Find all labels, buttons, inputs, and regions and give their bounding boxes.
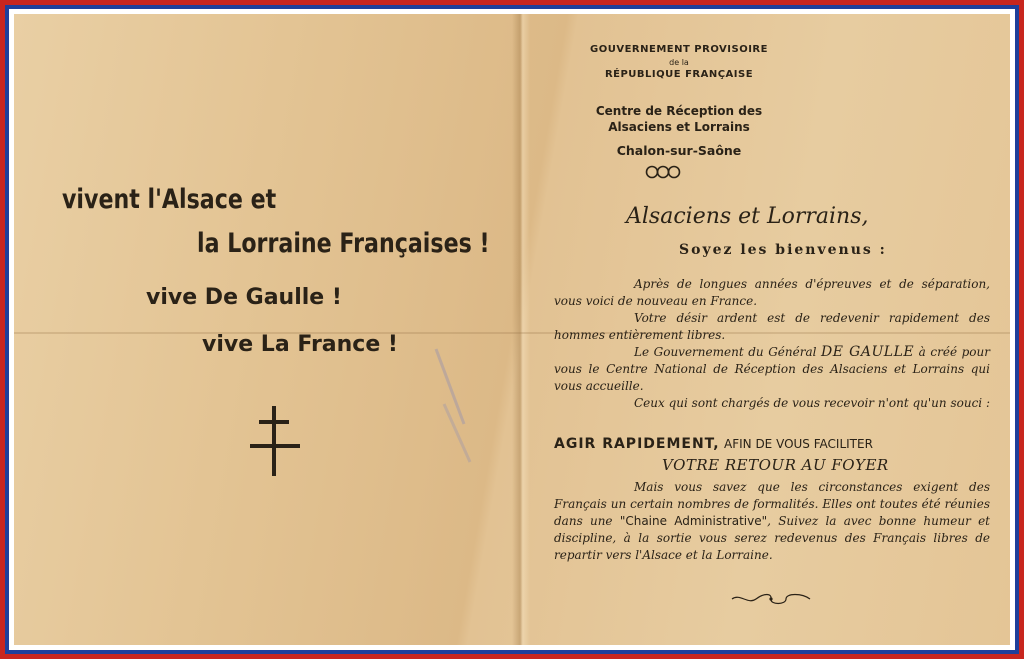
welcome-line: Soyez les bienvenus : (679, 242, 887, 258)
pencil-mark (434, 344, 474, 464)
paragraph-1 (554, 276, 990, 310)
general-name: DE GAULLE (821, 344, 915, 360)
slogan-line-3: vive De Gaulle ! (146, 285, 342, 310)
paragraph-4 (554, 395, 990, 412)
agir-rest: AFIN DE VOUS FACILITER (724, 437, 873, 451)
flourish-ornament-icon (730, 592, 812, 606)
paragraph-3-text-b: à créé pour vous le Centre National de Réception des Alsaciens et Lorrains qui vous accueille. (554, 345, 990, 393)
paragraph-5-text-a: Mais vous savez que les circonstances exigent des Français un certain nombres de formalités. Elles ont toutes été réunies dans une (554, 480, 990, 528)
gov-line-2: de la (669, 58, 689, 67)
salutation: Alsaciens et Lorrains, (626, 204, 869, 229)
paragraph-5-text-b: , Suivez la avec bonne humeur et discipline, à la sortie vous serez redevenus des Français libres de repartir vers l'Alsace et la Lorraine. (554, 514, 991, 562)
agir-line (554, 436, 990, 452)
centre-line-1: Centre de Réception des (595, 104, 763, 118)
paragraph-4-text: Ceux qui sont chargés de vous recevoir n'ont qu'un souci : (634, 396, 990, 410)
cross-of-lorraine-icon (248, 406, 302, 476)
city-name: Chalon-sur-Saône (616, 143, 742, 158)
document-sheet (14, 14, 1010, 645)
slogan-line-2: la Lorraine Françaises ! (197, 228, 490, 259)
gov-line-1: GOUVERNEMENT PROVISOIRE (590, 44, 768, 55)
paragraph-2 (554, 310, 990, 344)
agir-bold: AGIR RAPIDEMENT, (554, 436, 720, 452)
center-fold (512, 14, 530, 645)
gov-line-3: RÉPUBLIQUE FRANÇAISE (604, 69, 754, 80)
retour-line: VOTRE RETOUR AU FOYER (662, 456, 889, 474)
centre-line-2: Alsaciens et Lorrains (608, 120, 750, 134)
slogan-line-4: vive La France ! (202, 332, 398, 357)
paragraph-5 (554, 479, 990, 564)
paragraph-3-text-a: Le Gouvernement du Général (634, 345, 817, 359)
paragraph-3 (554, 344, 990, 395)
chain-quote: "Chaine Administrative" (619, 514, 768, 528)
paragraph-1-text: Après de longues années d'épreuves et de séparation, vous voici de nouveau en France. (554, 277, 990, 308)
paragraph-2-text: Votre désir ardent est de redevenir rapidement des hommes entièrement libres. (554, 311, 990, 342)
rings-ornament-icon (645, 164, 681, 180)
slogan-line-1: vivent l'Alsace et (62, 184, 277, 215)
